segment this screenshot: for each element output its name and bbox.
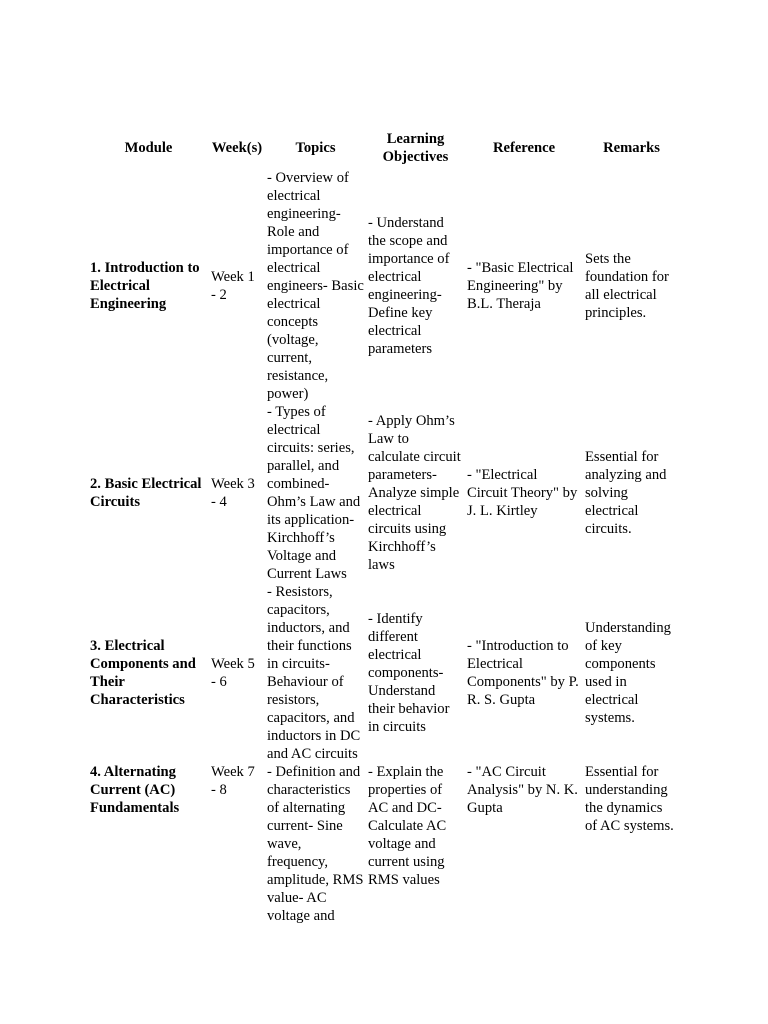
weeks-cell: Week 3 - 4: [211, 476, 255, 510]
reference-cell: - "AC Circuit Analysis" by N. K. Gupta: [467, 764, 578, 816]
remarks-cell: Understanding of key components used in electrical systems.: [585, 620, 671, 726]
table-row: [88, 169, 680, 403]
module-cell: 3. Electrical Components and Their Characteristics: [90, 638, 196, 708]
remarks-cell: Essential for analyzing and solving electrical circuits.: [585, 449, 667, 537]
reference-cell: - "Introduction to Electrical Components" by P. R. S. Gupta: [467, 638, 579, 708]
objectives-cell: - Apply Ohm’s Law to calculate circuit parameters- Analyze simple electrical circuits using Kirchhoff’s laws: [368, 413, 461, 573]
topics-cell: [265, 763, 366, 923]
remarks-cell: Essential for understanding the dynamics of AC systems.: [585, 764, 674, 834]
remarks-cell: Sets the foundation for all electrical principles.: [585, 251, 669, 321]
reference-cell: - "Basic Electrical Engineering" by B.L. Theraja: [467, 260, 574, 312]
header-weeks: Week(s): [211, 140, 263, 156]
module-cell: 2. Basic Electrical Circuits: [90, 476, 202, 510]
header-topics: Topics: [295, 140, 336, 156]
weeks-cell: Week 5 - 6: [211, 656, 255, 690]
table-row: [88, 403, 680, 583]
weeks-cell: Week 7 - 8: [211, 764, 255, 798]
module-cell: 1. Introduction to Electrical Engineering: [90, 260, 200, 312]
objectives-cell: - Understand the scope and importance of electrical engineering- Define key electrical parameters: [368, 215, 450, 357]
topics-cell: - Types of electrical circuits: series, parallel, and combined- Ohm’s Law and its application- Kirchhoff’s Voltage and Current Laws: [267, 404, 361, 582]
module-cell: 4. Alternating Current (AC) Fundamentals: [90, 764, 180, 816]
objectives-cell: - Explain the properties of AC and DC- Calculate AC voltage and current using RMS values: [368, 764, 447, 888]
table-row: [88, 583, 680, 763]
objectives-cell: - Identify different electrical components- Understand their behavior in circuits: [368, 611, 450, 735]
course-schedule-table: [88, 127, 680, 923]
topics-text: - Definition and characteristics of alternating current- Sine wave, frequency, amplitude, RMS value- AC voltage and: [267, 764, 364, 923]
header-reference: Reference: [492, 140, 556, 156]
header-learning-objectives: Learning Objectives: [382, 131, 449, 165]
header-module: Module: [124, 140, 173, 156]
topics-cell: - Resistors, capacitors, inductors, and their functions in circuits- Behaviour of resistors, capacitors, and inductors in DC and AC circuits: [267, 584, 361, 762]
topics-cell: - Overview of electrical engineering- Role and importance of electrical engineers- Basic electrical concepts (voltage, current, resistance, power): [267, 170, 364, 402]
table-header-row: [88, 127, 680, 169]
reference-cell: - "Electrical Circuit Theory" by J. L. Kirtley: [467, 467, 578, 519]
weeks-cell: Week 1 - 2: [211, 269, 255, 303]
table-row: [88, 763, 680, 923]
header-remarks: Remarks: [603, 140, 660, 156]
